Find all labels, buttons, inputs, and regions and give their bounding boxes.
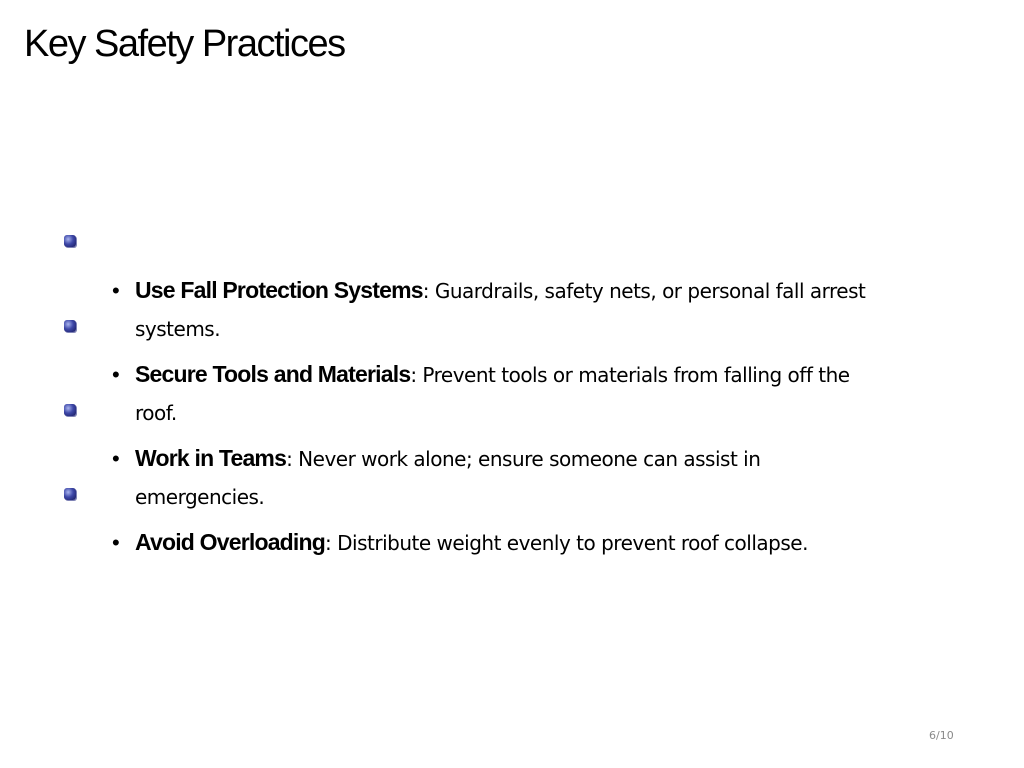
item-text: : Distribute weight evenly to prevent roof collapse. (325, 531, 808, 555)
bullet-marker-icon (64, 320, 76, 332)
item-term: Avoid Overloading (135, 529, 326, 555)
item-term: Secure Tools and Materials (135, 361, 411, 387)
bullet-dot: • (112, 278, 120, 303)
list-item (112, 356, 892, 432)
bullet-dot: • (112, 446, 120, 471)
bullet-dot: • (112, 362, 120, 387)
safety-practices-list (112, 272, 892, 570)
bullet-marker-icon (64, 404, 76, 416)
item-text: : Prevent tools or materials from falling off the roof. (135, 363, 850, 425)
list-item (112, 440, 892, 516)
page-number: 6/10 (929, 729, 954, 742)
list-item (112, 524, 892, 562)
bullet-marker-icon (64, 235, 76, 247)
bullet-marker-icon (64, 488, 76, 500)
item-term: Work in Teams (135, 445, 287, 471)
slide-title: Key Safety Practices (24, 23, 345, 65)
bullet-dot: • (112, 530, 120, 555)
list-item (112, 272, 892, 348)
item-term: Use Fall Protection Systems (135, 277, 423, 303)
item-text: : Never work alone; ensure someone can assist in emergencies. (135, 447, 761, 509)
item-text: : Guardrails, safety nets, or personal fall arrest systems. (135, 279, 866, 341)
